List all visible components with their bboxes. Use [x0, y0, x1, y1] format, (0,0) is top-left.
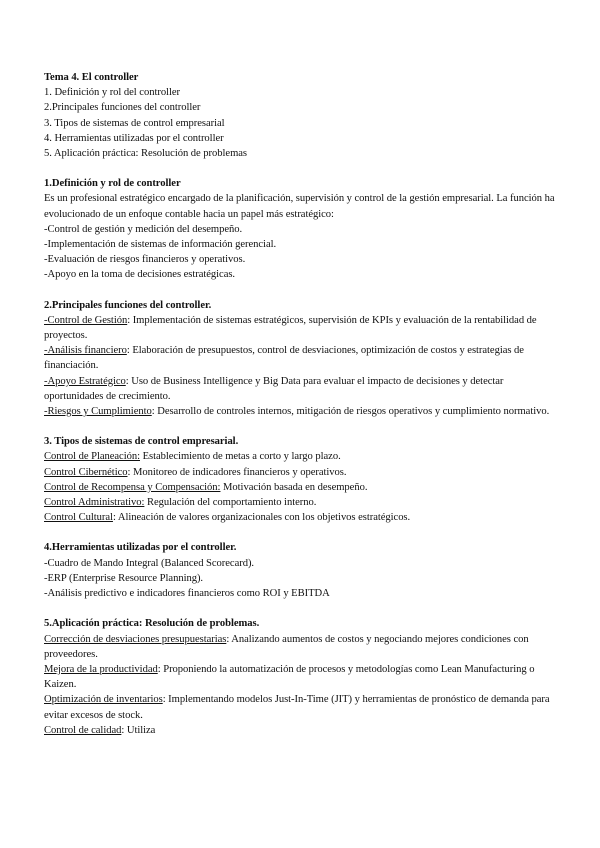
section-definition — [44, 176, 564, 282]
item-text: : Analizando aumentos de costos y negociando mejores condiciones con proveedores. — [44, 633, 529, 660]
toc-item: 2.Principales funciones del controller — [44, 102, 201, 114]
list-item: -Apoyo en la toma de decisiones estratégicas. — [44, 269, 236, 281]
item-term: Corrección de desviaciones presupuestarias — [44, 633, 227, 645]
toc-item: 3. Tipos de sistemas de control empresarial — [44, 117, 225, 129]
section-tools — [44, 540, 564, 601]
item-term: -Análisis financiero — [44, 345, 127, 357]
list-item — [44, 692, 564, 722]
item-text: : Monitoreo de indicadores financieros y operativos. — [127, 466, 347, 478]
item-term: Control de Planeación: — [44, 451, 140, 463]
item-term: Control Cultural — [44, 512, 113, 524]
document-body — [44, 70, 564, 753]
item-text: Regulación del comportamiento interno. — [144, 497, 317, 509]
section-heading: 5.Aplicación práctica: Resolución de problemas. — [44, 618, 260, 630]
list-item — [44, 313, 564, 343]
list-item — [44, 632, 564, 662]
toc-item: 5. Aplicación práctica: Resolución de problemas — [44, 148, 247, 160]
item-text: : Alineación de valores organizacionales con los objetivos estratégicos. — [112, 512, 411, 524]
item-term: Optimización de inventarios — [44, 694, 163, 706]
item-term: Mejora de la productividad — [44, 663, 158, 675]
section-intro: Es un profesional estratégico encargado de la planificación, supervisión y control de la gestión empresarial. La función ha evolucionado de un enfoque contable hacia un papel más estratégico: — [44, 193, 555, 220]
list-item — [44, 510, 564, 525]
item-term: -Control de Gestión — [44, 314, 128, 326]
list-item — [44, 449, 564, 464]
item-text: : Uso de Business Intelligence y Big Data para evaluar el impacto de decisiones y detectar oportunidades de crecimiento. — [44, 375, 504, 402]
item-text: : Utiliza — [121, 724, 156, 736]
toc-item: 1. Definición y rol del controller — [44, 87, 180, 99]
item-text: : Elaboración de presupuestos, control de desviaciones, optimización de costos y estrategias de financiación. — [44, 345, 524, 372]
list-item: -Cuadro de Mando Integral (Balanced Scorecard). — [44, 557, 255, 569]
section-heading: 1.Definición y rol de controller — [44, 178, 181, 190]
item-term: Control de Recompensa y Compensación: — [44, 481, 221, 493]
list-item: -Implementación de sistemas de información gerencial. — [44, 239, 277, 251]
item-text: Establecimiento de metas a corto y largo plazo. — [140, 451, 341, 463]
list-item — [44, 480, 564, 495]
list-item: -ERP (Enterprise Resource Planning). — [44, 572, 204, 584]
item-term: -Apoyo Estratégico — [44, 375, 126, 387]
section-heading: 2.Principales funciones del controller. — [44, 299, 212, 311]
list-item — [44, 465, 564, 480]
item-term: -Riesgos y Cumplimiento — [44, 406, 152, 418]
section-heading: 4.Herramientas utilizadas por el controller. — [44, 542, 237, 554]
list-item: -Evaluación de riesgos financieros y operativos. — [44, 254, 246, 266]
list-item — [44, 495, 564, 510]
list-item — [44, 343, 564, 373]
section-practical-application — [44, 616, 564, 738]
toc-title: Tema 4. El controller — [44, 72, 139, 83]
item-text: : Implementación de sistemas estratégicos, supervisión de KPIs y evaluación de la rentabilidad de proyectos. — [44, 314, 537, 342]
item-text: Motivación basada en desempeño. — [220, 481, 368, 493]
list-item — [44, 662, 564, 692]
item-text: : Proponiendo la automatización de procesos y metodologías como Lean Manufacturing o Kaizen. — [44, 663, 535, 691]
toc-section — [44, 70, 564, 161]
section-functions — [44, 298, 564, 420]
item-term: Control de calidad — [44, 724, 122, 736]
list-item — [44, 374, 564, 404]
item-text: : Implementando modelos Just-In-Time (JIT) y herramientas de pronóstico de demanda para evitar excesos de stock. — [44, 694, 550, 721]
toc-item: 4. Herramientas utilizadas por el controller — [44, 132, 224, 144]
list-item: -Control de gestión y medición del desempeño. — [44, 223, 243, 235]
list-item — [44, 404, 564, 419]
item-text: : Desarrollo de controles internos, mitigación de riesgos operativos y cumplimiento normativo. — [151, 406, 550, 418]
section-heading: 3. Tipos de sistemas de control empresarial. — [44, 436, 239, 448]
list-item: -Análisis predictivo e indicadores financieros como ROI y EBITDA — [44, 588, 330, 600]
list-item — [44, 723, 564, 738]
section-control-types — [44, 434, 564, 525]
item-term: Control Administrativo: — [44, 497, 145, 509]
item-term: Control Cibernético — [44, 466, 128, 478]
